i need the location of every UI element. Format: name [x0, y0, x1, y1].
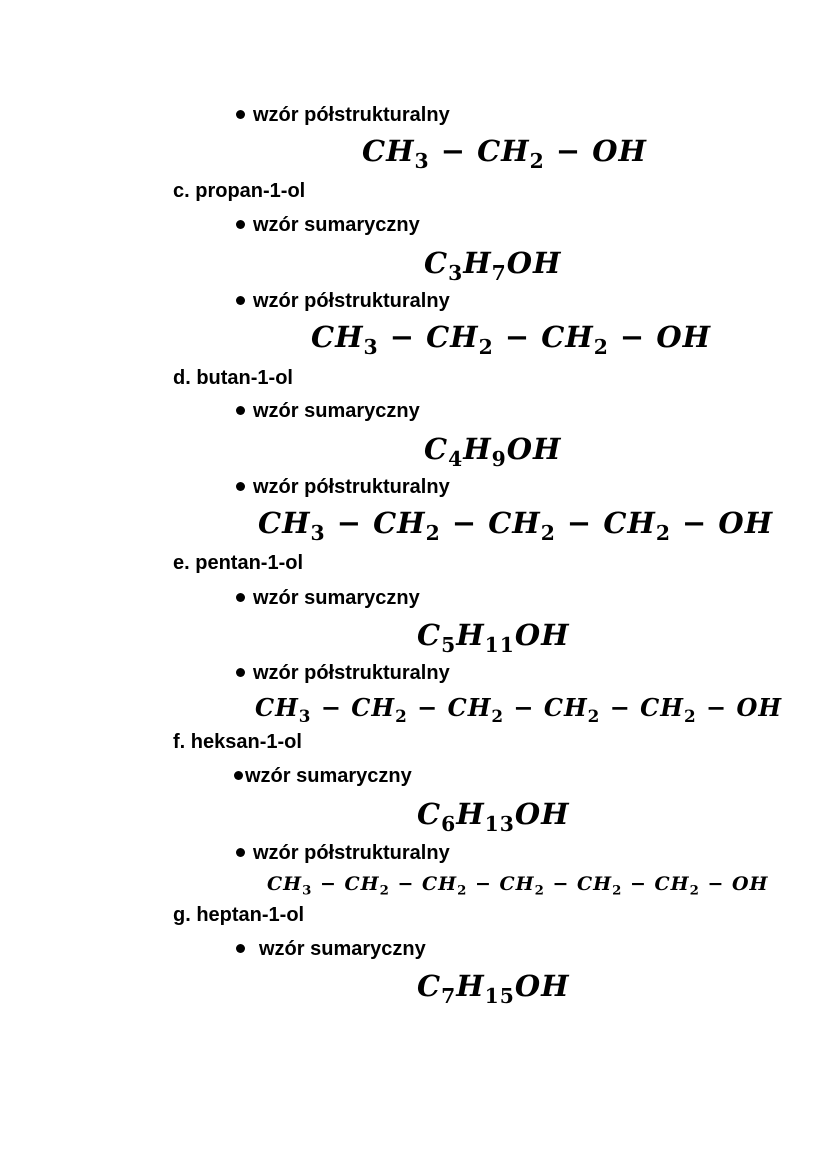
- bullet-dot-icon: [236, 668, 245, 677]
- bullet-label: wzór półstrukturalny: [253, 290, 450, 312]
- bullet-item: [236, 214, 420, 237]
- bullet-item: [236, 104, 450, 127]
- bullet-item: [236, 587, 420, 610]
- formula-pentanol-semi: $CH_3 - CH_2 - CH_2 - CH_2 - CH_2$ − OH: [255, 693, 783, 726]
- bullet-dot-icon: [234, 771, 243, 780]
- section-title-d: d. butan-1-ol: [173, 367, 293, 389]
- bullet-label: wzór półstrukturalny: [253, 104, 450, 126]
- formula-hexanol-semi: $CH_3 - CH_2 - CH_2 - CH_2 - CH_2 - CH_2$ − OH: [267, 873, 769, 899]
- bullet-item: [236, 662, 450, 685]
- bullet-dot-icon: [236, 296, 245, 305]
- bullet-label: wzór półstrukturalny: [253, 662, 450, 684]
- formula-heptanol-summary: $C_7H_{15}OH$: [417, 969, 570, 1009]
- bullet-item: [236, 400, 420, 423]
- bullet-dot-icon: [236, 593, 245, 602]
- bullet-label: wzór sumaryczny: [259, 938, 426, 960]
- bullet-dot-icon: [236, 482, 245, 491]
- bullet-item: [236, 476, 450, 499]
- bullet-label: wzór sumaryczny: [253, 587, 420, 609]
- bullet-item: [234, 765, 412, 788]
- bullet-item: [236, 290, 450, 313]
- bullet-dot-icon: [236, 110, 245, 119]
- bullet-dot-icon: [236, 406, 245, 415]
- bullet-label: wzór półstrukturalny: [253, 476, 450, 498]
- formula-propanol-summary: $C_3H_7OH$: [424, 246, 562, 286]
- bullet-item: [236, 842, 450, 865]
- bullet-dot-icon: [236, 848, 245, 857]
- formula-propanol-semi: $CH_3 - CH_2 - CH_2$ − OH: [311, 320, 711, 360]
- bullet-label: wzór półstrukturalny: [253, 842, 450, 864]
- section-title-f: f. heksan-1-ol: [173, 731, 302, 753]
- formula-butanol-summary: $C_4H_9OH$: [424, 432, 562, 472]
- section-title-e: e. pentan-1-ol: [173, 552, 304, 574]
- formula-hexanol-summary: $C_6H_{13}OH$: [417, 797, 570, 837]
- section-title-g: g. heptan-1-ol: [173, 904, 305, 926]
- bullet-label: wzór sumaryczny: [253, 400, 420, 422]
- formula-pentanol-summary: $C_5H_{11}OH$: [417, 618, 570, 658]
- bullet-label: wzór sumaryczny: [253, 214, 420, 236]
- formula-butanol-semi: $CH_3 - CH_2 - CH_2 - CH_2$ − OH: [258, 506, 774, 546]
- section-title-c: c. propan-1-ol: [173, 180, 306, 202]
- formula-ethanol-semi: $CH_3 - CH_2$ − OH: [362, 134, 647, 174]
- bullet-item: [236, 938, 426, 961]
- bullet-dot-icon: [236, 944, 245, 953]
- bullet-label: wzór sumaryczny: [245, 765, 412, 787]
- bullet-dot-icon: [236, 220, 245, 229]
